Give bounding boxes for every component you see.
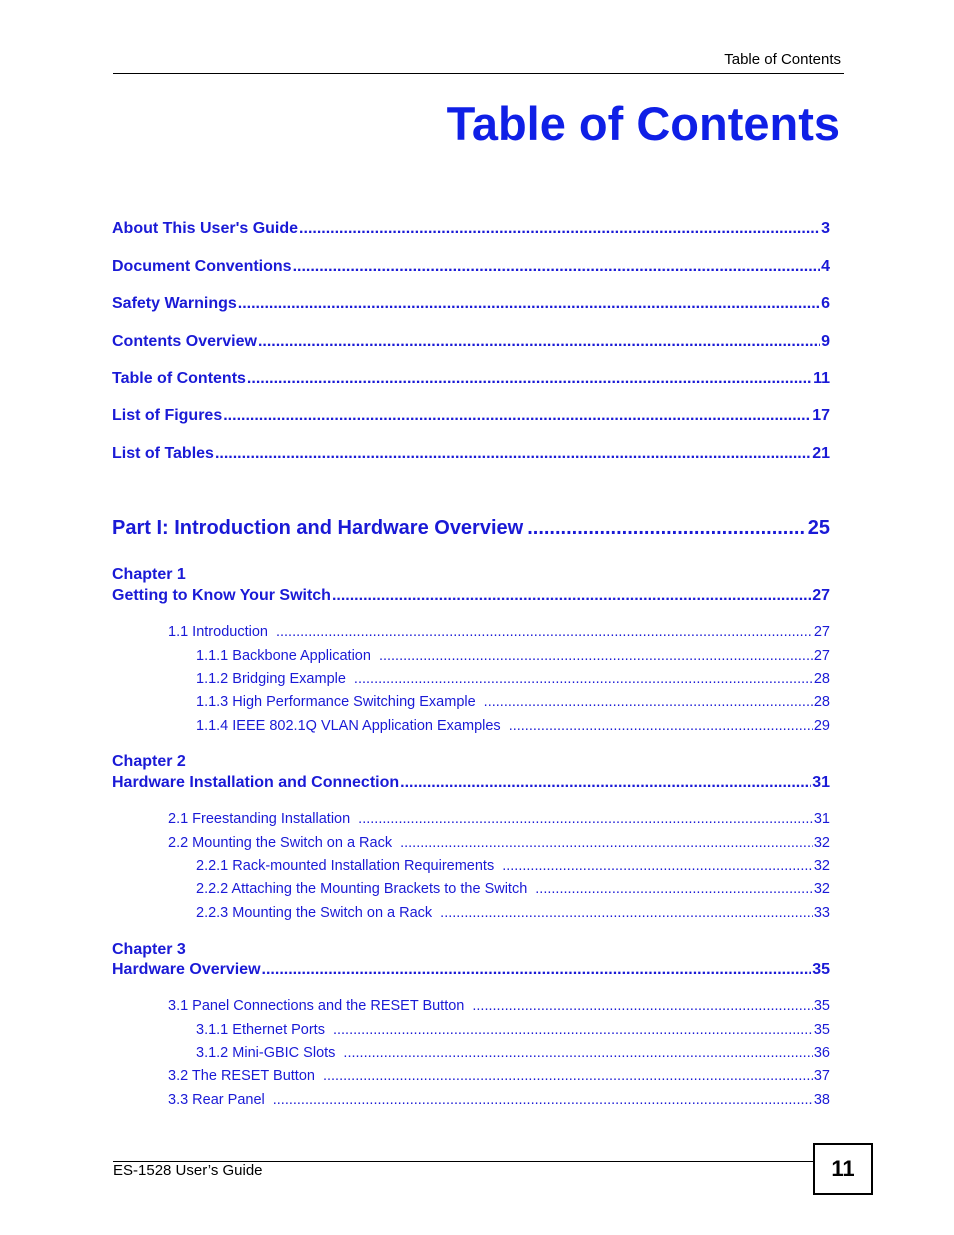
toc-subsection[interactable]: 1.1.4 IEEE 802.1Q VLAN Application Examples ..... 29 bbox=[196, 719, 830, 734]
footer-guide-name: ES-1528 User’s Guide bbox=[113, 1162, 263, 1179]
toc-entry-about[interactable]: About This User's Guide ..... 3 bbox=[112, 221, 830, 237]
page-number-box bbox=[813, 1143, 873, 1195]
toc-subsection[interactable]: 2.2.2 Attaching the Mounting Brackets to the Switch ..... 32 bbox=[196, 882, 830, 897]
toc-subsection[interactable]: 3.1.1 Ethernet Ports ..... 35 bbox=[196, 1023, 830, 1038]
header-rule bbox=[113, 73, 844, 74]
chapter-label: Chapter 3 bbox=[112, 941, 186, 958]
toc-entry-conventions[interactable]: Document Conventions ..... 4 bbox=[112, 259, 830, 275]
toc-section[interactable]: 3.3 Rear Panel ..... 38 bbox=[168, 1093, 830, 1108]
toc-subsection[interactable]: 1.1.3 High Performance Switching Example ..... 28 bbox=[196, 695, 830, 710]
toc-section[interactable]: 1.1 Introduction ..... 27 bbox=[168, 625, 830, 640]
page-title: Table of Contents bbox=[446, 97, 840, 150]
toc-entry-safety[interactable]: Safety Warnings ..... 6 bbox=[112, 296, 830, 312]
toc-section[interactable]: 3.2 The RESET Button ..... 37 bbox=[168, 1069, 830, 1084]
toc-entry-figures[interactable]: List of Figures ..... 17 bbox=[112, 408, 830, 424]
toc-subsection[interactable]: 2.2.1 Rack-mounted Installation Requirements ..... 32 bbox=[196, 859, 830, 874]
toc-part-1[interactable]: Part I: Introduction and Hardware Overview ..... 25 bbox=[112, 518, 830, 538]
toc-subsection[interactable]: 1.1.1 Backbone Application ..... 27 bbox=[196, 649, 830, 664]
toc-chapter-3[interactable]: Hardware Overview ..... 35 bbox=[112, 962, 830, 978]
toc-subsection[interactable]: 2.2.3 Mounting the Switch on a Rack ..... 33 bbox=[196, 906, 830, 921]
toc-entry-contents-overview[interactable]: Contents Overview ..... 9 bbox=[112, 334, 830, 350]
toc-section[interactable]: 2.2 Mounting the Switch on a Rack ..... 32 bbox=[168, 836, 830, 851]
toc-section[interactable]: 2.1 Freestanding Installation ..... 31 bbox=[168, 812, 830, 827]
chapter-label: Chapter 2 bbox=[112, 753, 186, 770]
page-number: 11 bbox=[831, 1156, 855, 1181]
toc-chapter-1[interactable]: Getting to Know Your Switch ..... 27 bbox=[112, 588, 830, 604]
toc-subsection[interactable]: 3.1.2 Mini-GBIC Slots ..... 36 bbox=[196, 1046, 830, 1061]
running-header: Table of Contents bbox=[724, 51, 841, 68]
toc-entry-toc[interactable]: Table of Contents ..... 11 bbox=[112, 371, 830, 387]
toc-entry-tables[interactable]: List of Tables ..... 21 bbox=[112, 446, 830, 462]
chapter-label: Chapter 1 bbox=[112, 566, 186, 583]
toc-chapter-2[interactable]: Hardware Installation and Connection ..... 31 bbox=[112, 775, 830, 791]
toc-subsection[interactable]: 1.1.2 Bridging Example ..... 28 bbox=[196, 672, 830, 687]
toc-section[interactable]: 3.1 Panel Connections and the RESET Button ..... 35 bbox=[168, 999, 830, 1014]
